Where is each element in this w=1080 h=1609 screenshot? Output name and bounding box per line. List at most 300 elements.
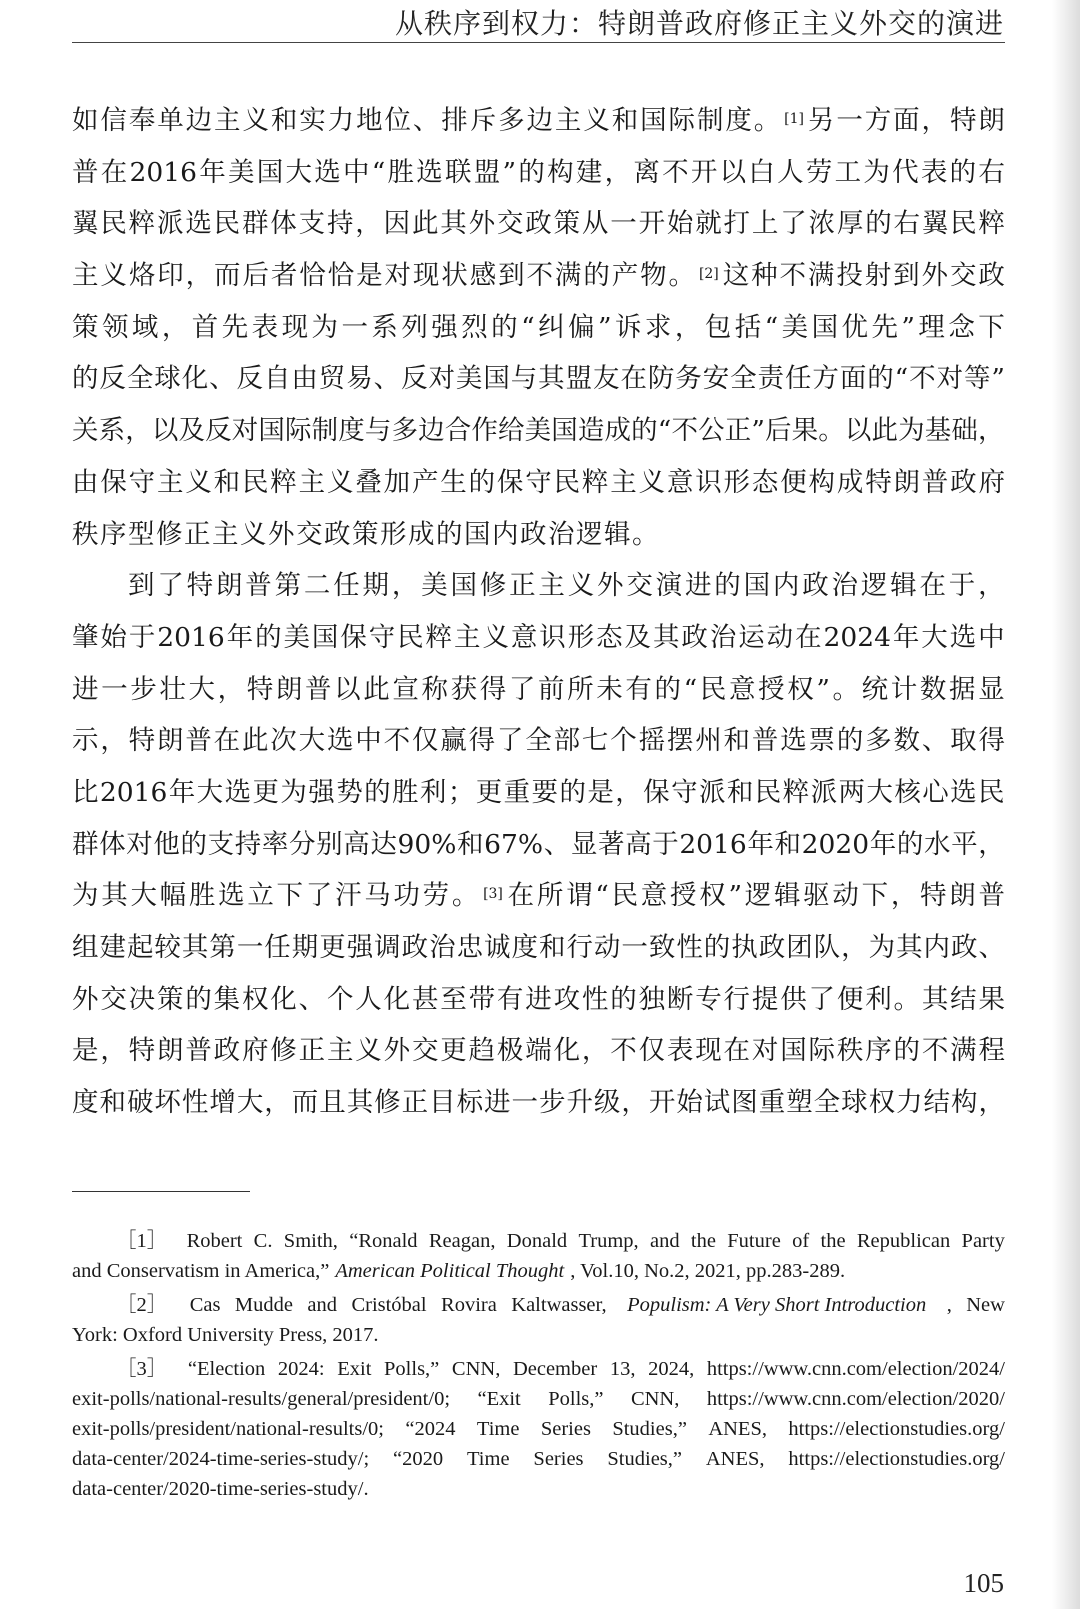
glyph: 的 — [468, 466, 496, 498]
glyph: 交 — [411, 1035, 439, 1067]
glyph: 其 — [896, 932, 923, 963]
footnote-ref[interactable]: [1] — [784, 111, 804, 127]
glyph: 驱 — [803, 880, 830, 912]
word: the — [820, 1230, 846, 1252]
glyph: 诉 — [614, 311, 642, 343]
glyph: 核 — [894, 776, 921, 808]
glyph: 心 — [922, 776, 949, 808]
glyph: 一 — [511, 1087, 538, 1119]
glyph: 组 — [72, 932, 99, 963]
glyph: 趋 — [468, 1035, 496, 1067]
glyph: 生 — [440, 466, 467, 498]
glyph: 辑 — [890, 570, 917, 602]
glyph: 离 — [633, 156, 660, 188]
glyph: 边 — [418, 415, 445, 447]
glyph: 为 — [863, 156, 890, 188]
footnote-text: , Vol.10, No.2, 2021, pp.283-289. — [570, 1260, 846, 1282]
glyph: 起 — [126, 932, 154, 963]
glyph: ， — [674, 311, 702, 343]
glyph: 始 — [676, 1087, 703, 1119]
body-line — [72, 819, 1005, 871]
glyph: 态 — [596, 621, 623, 653]
glyph: 以 — [844, 415, 872, 447]
glyph: 白 — [748, 156, 775, 188]
glyph: 持 — [326, 208, 354, 240]
glyph: 选 — [218, 880, 245, 912]
glyph: 动 — [766, 621, 794, 653]
glyph: 破 — [126, 1087, 154, 1119]
word: https://www.cnn.com/election/2024/ — [706, 1358, 1005, 1380]
glyph: 修 — [374, 1087, 401, 1119]
glyph: 标 — [456, 1087, 484, 1119]
glyph: 偏 — [568, 311, 595, 343]
glyph: 任 — [333, 570, 360, 602]
glyph: 水 — [923, 828, 951, 860]
glyph: 表 — [666, 1035, 694, 1067]
page-edge-shadow — [1052, 0, 1080, 1609]
glyph: ， — [621, 1087, 648, 1119]
word: 13, — [609, 1358, 636, 1380]
glyph: 立 — [247, 880, 274, 912]
glyph: 中 — [342, 156, 370, 188]
glyph: 民 — [213, 208, 241, 240]
glyph: 坏 — [154, 1087, 181, 1119]
glyph: 的 — [654, 673, 681, 705]
glyph: 动 — [593, 932, 621, 963]
glyph: 重 — [758, 1087, 786, 1119]
footnote-line — [72, 1320, 1005, 1350]
glyph: 美 — [227, 156, 255, 188]
glyph: 此 — [871, 415, 898, 447]
glyph: 逻 — [860, 570, 888, 602]
glyph: 策 — [553, 208, 581, 240]
glyph: 对 — [126, 828, 153, 860]
glyph: 下 — [861, 880, 889, 912]
glyph: 是 — [356, 260, 383, 292]
glyph: 肇 — [72, 621, 99, 653]
glyph: 大 — [196, 776, 224, 808]
footnote-ref[interactable]: [2] — [698, 266, 719, 283]
glyph: 诚 — [484, 932, 511, 963]
glyph: 朗 — [275, 673, 303, 705]
glyph: 队 — [813, 932, 841, 963]
glyph: 和 — [538, 932, 566, 963]
glyph: 和 — [457, 828, 484, 860]
glyph: 支 — [207, 828, 235, 860]
glyph: 府 — [978, 466, 1005, 498]
word: https://www.cnn.com/election/2020/ — [706, 1388, 1005, 1410]
glyph: 印 — [157, 260, 184, 292]
glyph: 2016 — [679, 828, 747, 860]
glyph: ， — [978, 828, 1005, 860]
glyph: 美 — [283, 621, 310, 653]
glyph: 更 — [475, 776, 503, 808]
glyph: 且 — [319, 1087, 346, 1119]
glyph: 产 — [411, 466, 439, 498]
glyph: 普 — [185, 1035, 212, 1067]
glyph: 重 — [503, 776, 531, 808]
glyph: 此 — [241, 725, 269, 757]
body-line — [72, 147, 1005, 199]
word: exit-polls/president/national-results/0; — [72, 1418, 384, 1440]
glyph: 责 — [757, 363, 785, 395]
glyph: 成 — [604, 415, 631, 447]
word: Studies,” — [607, 1448, 682, 1470]
word: Cristóbal — [351, 1294, 427, 1316]
glyph: 统 — [861, 673, 889, 705]
glyph: 为 — [311, 311, 338, 343]
glyph: 右 — [978, 156, 1005, 188]
glyph: 信 — [100, 105, 127, 136]
glyph: 加 — [383, 466, 411, 498]
glyph: 他 — [153, 828, 180, 860]
footnote-text: York: Oxford University Press, 2017. — [72, 1324, 379, 1346]
glyph: 到 — [498, 260, 525, 292]
glyph: 守 — [128, 466, 156, 498]
glyph: 政 — [401, 932, 429, 963]
glyph: 年 — [869, 828, 897, 860]
glyph: 表 — [251, 311, 279, 343]
glyph: 粹 — [128, 208, 156, 240]
glyph: 极 — [496, 1035, 524, 1067]
footnotes — [72, 1226, 1005, 1508]
glyph: 厚 — [836, 208, 864, 240]
glyph: 下 — [276, 880, 304, 912]
glyph: 度 — [511, 932, 538, 963]
glyph: 策 — [72, 311, 99, 343]
glyph: 者 — [270, 260, 298, 292]
glyph: 为 — [280, 776, 307, 808]
glyph: 中 — [355, 725, 382, 757]
glyph: 。 — [451, 880, 479, 912]
glyph: 民 — [100, 208, 127, 240]
glyph: 大 — [298, 725, 326, 757]
glyph: 显 — [570, 828, 598, 860]
glyph: 2020 — [801, 828, 870, 860]
glyph: 派 — [810, 776, 838, 808]
glyph: 从 — [581, 208, 609, 240]
footnote-number: ［2］ — [116, 1294, 168, 1316]
glyph: 此 — [363, 673, 390, 705]
glyph: 而 — [214, 260, 241, 292]
glyph: 域 — [131, 311, 159, 343]
glyph: 进 — [684, 570, 712, 602]
glyph: 而 — [291, 1087, 319, 1119]
glyph: “ — [521, 311, 535, 343]
glyph: 进 — [525, 983, 552, 1015]
glyph: 性 — [581, 983, 609, 1015]
body-line — [72, 353, 1005, 405]
word: Donald — [506, 1230, 568, 1252]
glyph: 普 — [751, 725, 779, 757]
glyph: 的 — [896, 828, 924, 860]
glyph: 67% — [484, 828, 544, 860]
glyph: 盟 — [473, 156, 501, 188]
glyph: 任 — [264, 932, 291, 963]
glyph: 级 — [593, 1087, 621, 1119]
glyph: “ — [595, 880, 609, 912]
glyph: 的 — [364, 776, 391, 808]
glyph: 外 — [72, 983, 99, 1015]
glyph: 正 — [509, 570, 536, 602]
glyph: 朗 — [893, 466, 921, 498]
glyph: 地 — [356, 105, 383, 136]
glyph: 特 — [128, 1035, 156, 1067]
glyph: 与 — [364, 415, 392, 447]
glyph: 主 — [298, 466, 326, 498]
glyph: 普 — [305, 673, 332, 705]
glyph: 任 — [784, 363, 812, 395]
glyph: 的 — [491, 311, 518, 343]
glyph: ， — [890, 880, 918, 912]
glyph: 以 — [719, 156, 747, 188]
glyph: 一 — [236, 932, 264, 963]
glyph: 表 — [920, 156, 948, 188]
glyph: 对 — [231, 415, 259, 447]
word: , — [946, 1294, 952, 1316]
glyph: 的 — [255, 621, 282, 653]
glyph: 普 — [245, 570, 272, 602]
glyph: 取 — [950, 725, 977, 757]
glyph: 政 — [950, 466, 977, 498]
glyph: 这 — [722, 260, 750, 292]
glyph: 对 — [936, 363, 964, 395]
glyph: 和 — [611, 105, 639, 136]
glyph: 内 — [923, 932, 951, 963]
glyph: 选 — [949, 621, 977, 653]
glyph: 的 — [867, 363, 894, 395]
glyph: 制 — [311, 415, 339, 447]
glyph: 意 — [728, 673, 756, 705]
glyph: 理 — [918, 311, 945, 343]
glyph: 度 — [338, 415, 365, 447]
glyph: 工 — [834, 156, 862, 188]
glyph: 民 — [611, 880, 639, 912]
glyph: 意 — [666, 466, 694, 498]
glyph: 恰 — [327, 260, 355, 292]
word: 2024, — [648, 1358, 695, 1380]
glyph: ” — [751, 415, 765, 447]
glyph: 正 — [298, 1035, 326, 1067]
glyph: 得 — [978, 725, 1005, 757]
glyph: 一 — [610, 208, 637, 240]
body-line — [72, 870, 1005, 922]
glyph: 于 — [948, 570, 976, 602]
glyph: 全 — [813, 1087, 841, 1119]
glyph: 府 — [241, 1035, 269, 1067]
glyph: 优 — [841, 311, 868, 343]
glyph: 全 — [730, 363, 757, 395]
glyph: 后 — [765, 415, 792, 447]
glyph: 政 — [802, 570, 829, 602]
glyph: 满 — [554, 260, 582, 292]
word: Republican — [856, 1230, 951, 1252]
glyph: ， — [978, 570, 1005, 602]
glyph: 边 — [526, 105, 553, 136]
glyph: ， — [391, 570, 419, 602]
header-rule — [72, 42, 1005, 43]
glyph: 民 — [241, 466, 269, 498]
glyph: 形 — [723, 466, 751, 498]
glyph: 内 — [772, 570, 800, 602]
glyph: 权 — [241, 983, 269, 1015]
glyph: 了 — [508, 673, 536, 705]
glyph: 现 — [412, 260, 440, 292]
footnote-number: ［3］ — [116, 1358, 168, 1380]
footnote-line — [72, 1290, 1005, 1320]
glyph: ” — [901, 311, 915, 343]
glyph: 是 — [587, 776, 614, 808]
glyph: 独 — [638, 983, 666, 1015]
glyph: 胜 — [188, 880, 216, 912]
glyph: 在 — [213, 725, 241, 757]
glyph: 斥 — [469, 105, 497, 136]
glyph: 幅 — [159, 880, 187, 912]
glyph: 国 — [256, 156, 284, 188]
glyph: 不 — [662, 156, 689, 188]
glyph: 胜 — [392, 776, 419, 808]
glyph: 保 — [100, 466, 127, 498]
glyph: 义 — [638, 466, 666, 498]
glyph: 进 — [72, 673, 99, 705]
glyph: 建 — [575, 156, 603, 188]
glyph: 大 — [921, 621, 948, 653]
glyph: 纠 — [538, 311, 565, 343]
glyph: 及 — [178, 415, 205, 447]
glyph: 包 — [704, 311, 732, 343]
glyph: 供 — [780, 983, 807, 1015]
glyph: 、 — [543, 828, 571, 860]
glyph: 多 — [498, 105, 525, 136]
glyph: 年 — [892, 621, 920, 653]
word: “2020 — [393, 1448, 444, 1470]
glyph: 不 — [526, 260, 553, 292]
glyph: 化 — [553, 1035, 581, 1067]
glyph: 劳 — [805, 156, 833, 188]
glyph: 的 — [893, 1035, 921, 1067]
word: CNN, — [630, 1388, 680, 1410]
glyph: 方 — [812, 363, 839, 395]
glyph: 、 — [921, 725, 949, 757]
glyph: 翼 — [921, 208, 949, 240]
glyph: 马 — [364, 880, 391, 912]
glyph: 因 — [383, 208, 411, 240]
glyph: 分 — [289, 828, 316, 860]
glyph: 了 — [157, 570, 184, 602]
glyph: 民 — [978, 776, 1005, 808]
glyph: 进 — [484, 1087, 511, 1119]
glyph: 便 — [780, 466, 807, 498]
glyph: 强 — [346, 932, 374, 963]
glyph: 球 — [841, 1087, 868, 1119]
glyph: 执 — [731, 932, 758, 963]
glyph: 作 — [471, 415, 498, 447]
word: and — [649, 1230, 680, 1252]
glyph: 状 — [441, 260, 468, 292]
glyph: 所 — [567, 673, 594, 705]
glyph: ， — [185, 260, 213, 292]
glyph: 步 — [130, 673, 157, 705]
glyph: 先 — [871, 311, 898, 343]
glyph: 派 — [698, 776, 726, 808]
word: Smith, — [283, 1230, 338, 1252]
glyph: 了 — [780, 208, 807, 240]
glyph: 在 — [795, 621, 822, 653]
glyph: 多 — [391, 415, 418, 447]
glyph: 得 — [468, 725, 496, 757]
glyph: 于 — [652, 828, 679, 860]
glyph: 在 — [620, 363, 647, 395]
glyph: 的 — [714, 570, 741, 602]
glyph: 是 — [72, 1035, 99, 1067]
glyph: 球 — [154, 363, 181, 395]
glyph: 据 — [949, 673, 976, 705]
glyph: 识 — [539, 621, 566, 653]
glyph: 边 — [185, 105, 213, 136]
glyph: 选 — [224, 776, 252, 808]
glyph: 未 — [596, 673, 623, 705]
glyph: 际 — [808, 1035, 836, 1067]
glyph: 示 — [72, 725, 99, 757]
footnote-line — [72, 1384, 1005, 1414]
glyph: 行 — [723, 983, 751, 1015]
glyph: ， — [217, 673, 245, 705]
glyph: 宣 — [392, 673, 419, 705]
glyph: 显 — [978, 673, 1005, 705]
glyph: 体 — [270, 208, 297, 240]
glyph: 行 — [566, 932, 593, 963]
glyph: 公 — [698, 415, 725, 447]
glyph: 其 — [440, 208, 467, 240]
glyph: 在 — [507, 880, 535, 912]
footnote-ref[interactable]: [3] — [483, 886, 503, 903]
glyph: 策 — [156, 983, 184, 1015]
glyph: 后 — [242, 260, 269, 292]
glyph: 满 — [950, 1035, 977, 1067]
glyph: 下 — [978, 311, 1005, 343]
glyph: “ — [371, 156, 386, 188]
glyph: 治 — [429, 932, 456, 963]
glyph: 产 — [611, 260, 639, 292]
footnote-line — [72, 1474, 1005, 1504]
glyph: 2016 — [99, 776, 168, 808]
glyph: 和 — [99, 1087, 126, 1119]
word: “2024 — [405, 1418, 456, 1440]
glyph: 的 — [518, 156, 545, 188]
glyph: 大 — [285, 156, 312, 188]
glyph: 的 — [631, 415, 658, 447]
glyph: 民 — [950, 208, 977, 240]
publication-title: Populism: A Very Short Introduction — [627, 1294, 927, 1316]
word: Future — [727, 1230, 781, 1252]
glyph: 奉 — [128, 105, 156, 136]
glyph: 际 — [668, 105, 696, 136]
glyph: 政 — [213, 1035, 241, 1067]
glyph: 与 — [510, 363, 538, 395]
glyph: 和 — [213, 466, 241, 498]
glyph: 政 — [951, 932, 978, 963]
glyph: 打 — [723, 208, 751, 240]
glyph: ， — [604, 156, 632, 188]
glyph: 期 — [362, 570, 389, 602]
glyph: 专 — [695, 983, 722, 1015]
glyph: 叠 — [355, 466, 382, 498]
word: ANES, — [708, 1418, 767, 1440]
glyph: 赢 — [440, 725, 467, 757]
glyph: 现 — [281, 311, 309, 343]
glyph: 种 — [751, 260, 778, 292]
glyph: 、 — [209, 363, 236, 395]
